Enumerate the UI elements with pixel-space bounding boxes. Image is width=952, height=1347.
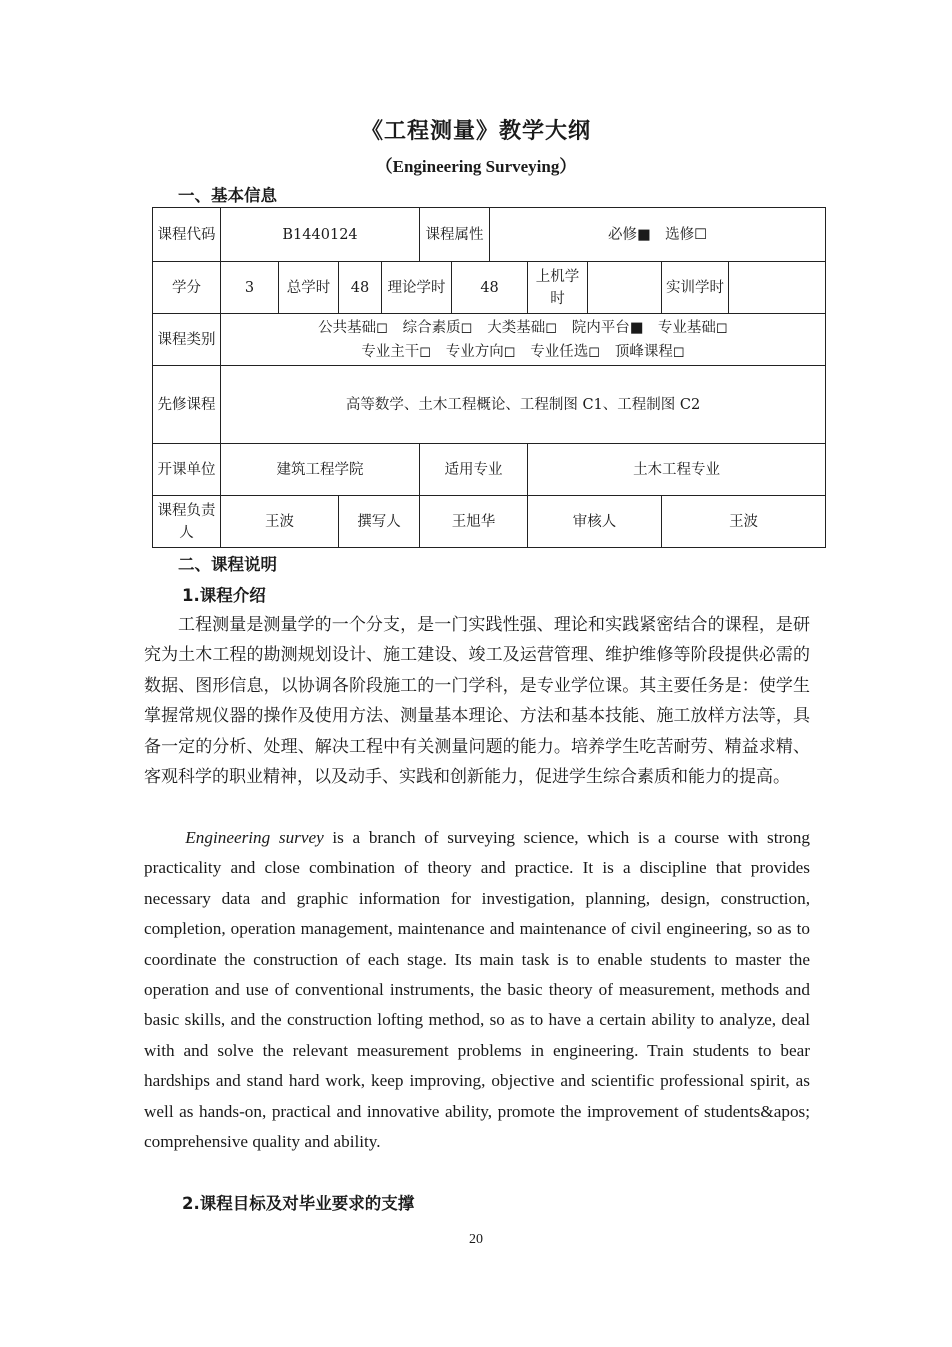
course-lead-value: 王波 (221, 496, 339, 548)
document-title: 《工程测量》教学大纲 (360, 119, 591, 144)
page-number: 20 (469, 1232, 483, 1247)
computer-hours-value (588, 262, 662, 314)
offering-unit-label: 开课单位 (153, 444, 221, 496)
table-row (153, 208, 826, 262)
course-attr-label: 课程属性 (420, 208, 490, 262)
course-intro-english (144, 823, 810, 1157)
course-intro-english-lead: Engineering survey (185, 828, 324, 847)
course-category-line-2: 专业主干◻ 专业方向◻ 专业任选◻ 顶峰课程◻ (361, 343, 685, 360)
table-row (153, 366, 826, 444)
reviewer-label: 审核人 (528, 496, 662, 548)
course-category-line-1: 公共基础◻ 综合素质◻ 大类基础◻ 院内平台■ 专业基础◻ (318, 319, 728, 336)
applicable-major-label: 适用专业 (420, 444, 528, 496)
document-subtitle: （Engineering Surveying） (375, 157, 577, 176)
course-code-value: B1440124 (221, 208, 420, 262)
credit-value: 3 (221, 262, 279, 314)
table-row (153, 496, 826, 548)
prerequisite-value: 高等数学、土木工程概论、工程制图 C1、工程制图 C2 (221, 366, 826, 444)
practice-hours-value (729, 262, 826, 314)
course-category-label: 课程类别 (153, 314, 221, 366)
computer-hours-label: 上机学时 (528, 262, 588, 314)
reviewer-value: 王波 (662, 496, 826, 548)
section-course-description-heading: 二、课程说明 (178, 555, 277, 574)
basic-info-table (152, 207, 826, 548)
table-row (153, 262, 826, 314)
total-hours-label: 总学时 (279, 262, 339, 314)
course-intro-chinese: 工程测量是测量学的一个分支，是一门实践性强、理论和实践紧密结合的课程，是研究为土木工程的勘测规划设计、施工建设、竣工及运营管理、维护维修等阶段提供必需的数据、图形信息，以协调各阶段施工的一门学科，是专业学位课。其主要任务是：使学生掌握常规仪器的操作及使用方法、测量基本理论、方法和基本技能、施工放样方法等，具备一定的分析、处理、解决工程中有关测量问题的能力。培养学生吃苦耐劳、精益求精、客观科学的职业精神，以及动手、实践和创新能力，促进学生综合素质和能力的提高。 (144, 615, 810, 788)
course-code-label: 课程代码 (153, 208, 221, 262)
table-row (153, 314, 826, 366)
prerequisite-label: 先修课程 (153, 366, 221, 444)
section-basic-info-heading: 一、基本信息 (178, 186, 277, 205)
applicable-major-value: 土木工程专业 (528, 444, 826, 496)
credit-label: 学分 (153, 262, 221, 314)
table-row (153, 444, 826, 496)
practice-hours-label: 实训学时 (662, 262, 729, 314)
offering-unit-value: 建筑工程学院 (221, 444, 420, 496)
theory-hours-label: 理论学时 (382, 262, 452, 314)
writer-value: 王旭华 (420, 496, 528, 548)
theory-hours-value: 48 (452, 262, 528, 314)
course-attr-value: 必修■ 选修☐ (490, 208, 826, 262)
course-lead-label: 课程负责人 (153, 496, 221, 548)
total-hours-value: 48 (339, 262, 382, 314)
subsection-objectives-heading: 2.课程目标及对毕业要求的支撑 (182, 1194, 415, 1213)
subsection-course-intro-heading: 1.课程介绍 (182, 586, 266, 605)
writer-label: 撰写人 (339, 496, 420, 548)
course-intro-english-body: is a branch of surveying science, which is a course with strong practicality and close combination of theory and practice. It is a discipline that provides necessary data and graphic information for investigation, planning, design, construction, completion, operation management, maintenance and maintenance of civil engineering, so as to coordinate the construction of each stage. Its main task is to enable students to master the operation and use of conventional instruments, the basic theory of measurement, methods and basic skills, and the construction lofting method, so as to have a certain ability to analyze, deal with and solve the relevant measurement problems in engineering. Train students to bear hardships and stand hard work, keep improving, objective and scientific professional spirit, as well as hands-on, practical and innovative ability, promote the improvement of students&apos; comprehensive quality and ability. (144, 828, 810, 1152)
course-category-value (221, 314, 826, 366)
